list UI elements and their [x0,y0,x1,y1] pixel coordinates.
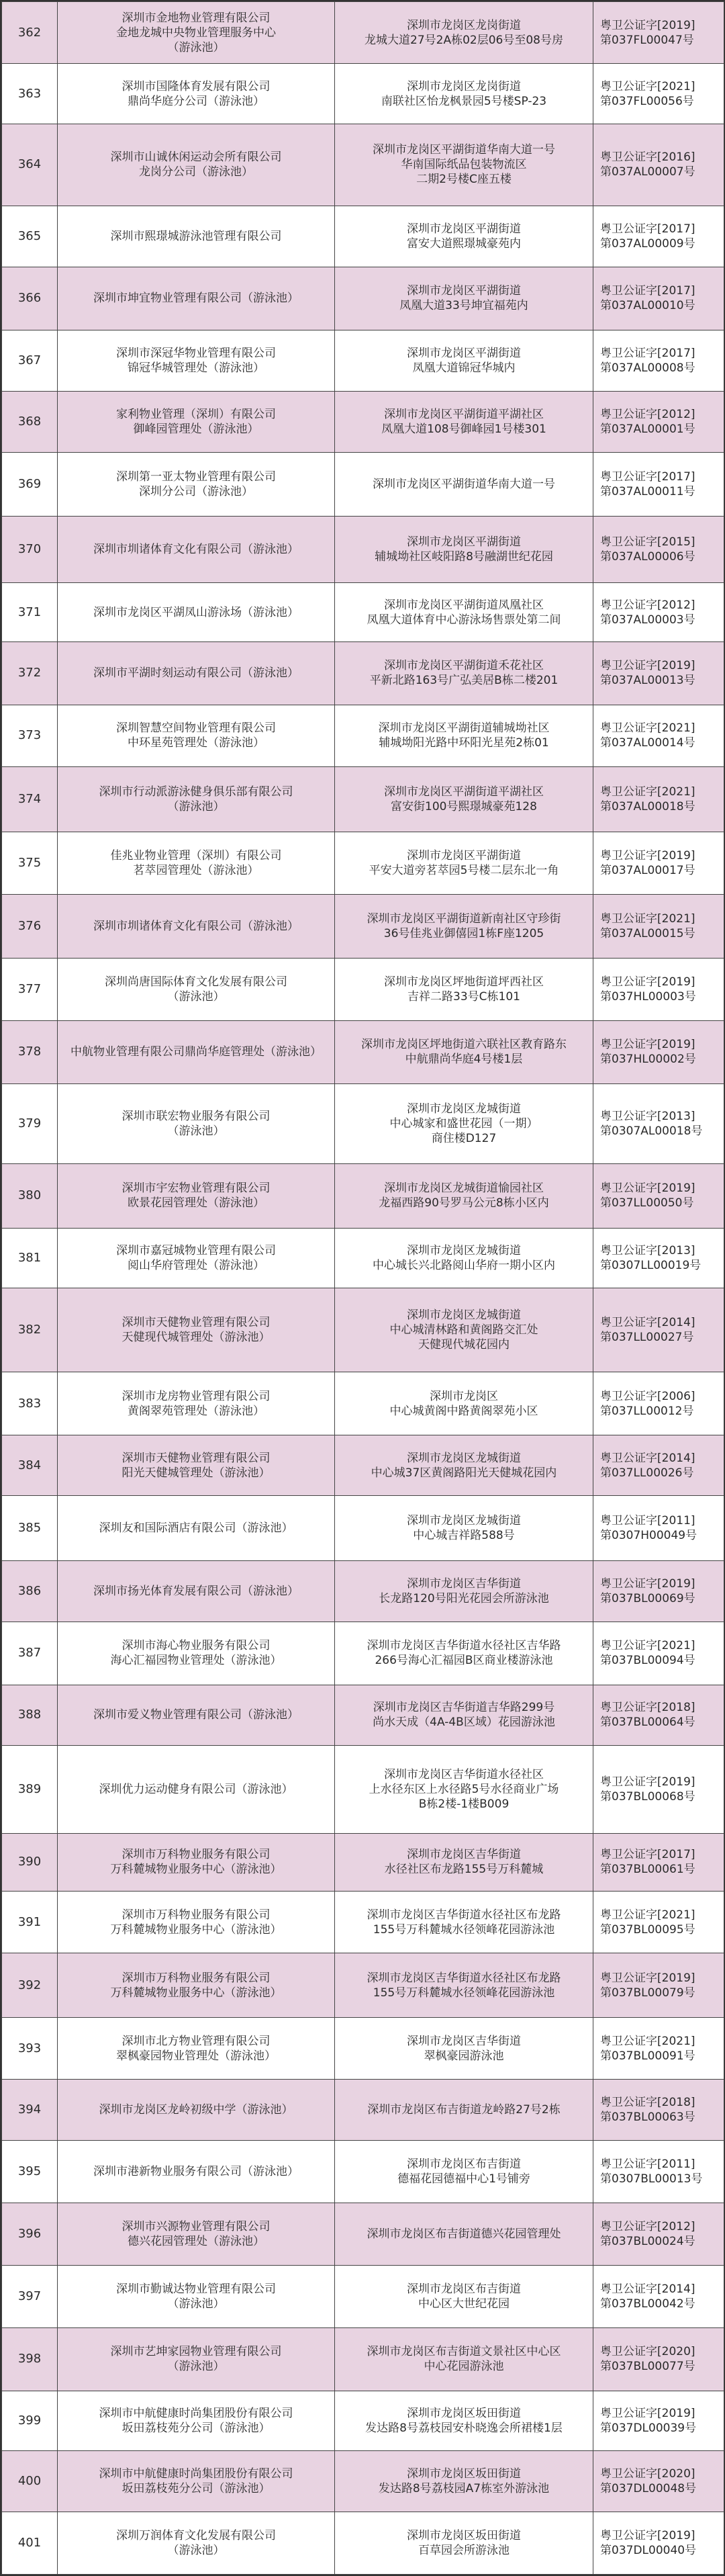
row-number: 391 [2,1892,58,1953]
facility-address: 深圳市龙岗区平湖街道禾花社区 平新北路163号广弘美居B栋二楼201 [335,642,593,705]
facility-name: 深圳市天健物业管理有限公司 阳光天健城管理处（游泳池） [58,1435,335,1495]
facility-address: 深圳市龙岗区吉华街道吉华路299号 尚水天成（4A-4B区域）花园游泳池 [335,1685,593,1745]
table-row [2,1833,724,1891]
facility-name: 深圳友和国际酒店有限公司（游泳池） [58,1496,335,1561]
facility-address: 深圳市龙岗区平湖街道 平安大道旁茗萃园5号楼二层东北一角 [335,832,593,894]
license-number: 粤卫公证字[2019] 第037FL00047号 [593,2,724,64]
row-number: 365 [2,206,58,267]
facility-name: 深圳智慧空间物业管理有限公司 中环星苑管理处（游泳池） [58,705,335,766]
table-row [2,330,724,392]
license-number: 粤卫公证字[2017] 第037AL00011号 [593,452,724,517]
license-number: 粤卫公证字[2012] 第037BL00024号 [593,2203,724,2265]
row-number: 371 [2,583,58,642]
table-row [2,2203,724,2265]
facility-address: 深圳市龙岗区龙城街道 中心城37区黄阁路阳光天健城花园内 [335,1435,593,1495]
facility-name: 深圳市坤宜物业管理有限公司（游泳池） [58,267,335,330]
row-number: 387 [2,1622,58,1685]
facility-address: 深圳市龙岗区 中心城黄阁中路黄阁翠苑小区 [335,1372,593,1435]
facility-address: 深圳市龙岗区平湖街道平湖社区 凤凰大道108号御峰园1号楼301 [335,392,593,452]
table-row [2,2080,724,2140]
facility-address: 深圳市龙岗区吉华街道 翠枫豪园游泳池 [335,2018,593,2080]
table-row [2,767,724,832]
row-number: 372 [2,642,58,705]
license-number: 粤卫公证字[2021] 第037BL00095号 [593,1892,724,1953]
table-row [2,2512,724,2575]
row-number: 362 [2,2,58,64]
license-number: 粤卫公证字[2011] 第0307H00049号 [593,1496,724,1561]
facility-address: 深圳市龙岗区布吉街道 中心区大世纪花园 [335,2265,593,2327]
table-row [2,2,724,64]
facility-address: 深圳市龙岗区布吉街道文景社区中心区 中心花园游泳池 [335,2328,593,2391]
facility-name: 深圳市龙房物业管理有限公司 黄阁翠苑管理处（游泳池） [58,1372,335,1435]
row-number: 394 [2,2080,58,2140]
license-number: 粤卫公证字[2016] 第037AL00007号 [593,124,724,206]
table-row [2,1496,724,1561]
table-row [2,642,724,705]
facility-name: 深圳市龙岗区龙岭初级中学（游泳池） [58,2080,335,2140]
table-row [2,1435,724,1495]
facility-name: 深圳市扬光体育发展有限公司（游泳池） [58,1560,335,1622]
row-number: 382 [2,1288,58,1372]
license-number: 粤卫公证字[2021] 第037AL00014号 [593,705,724,766]
facility-address: 深圳市龙岗区龙岗街道 龙城大道27号2A栋02层06号至08号房 [335,2,593,64]
row-number: 378 [2,1021,58,1083]
license-table [1,1,724,2575]
license-number: 粤卫公证字[2019] 第037BL00069号 [593,1560,724,1622]
facility-address: 深圳市龙岗区龙城街道 中心城家和盛世花园（一期） 商住楼D127 [335,1083,593,1163]
facility-name: 深圳市联宏物业服务有限公司 （游泳池） [58,1083,335,1163]
license-number: 粤卫公证字[2021] 第037BL00094号 [593,1622,724,1685]
row-number: 397 [2,2265,58,2327]
table-row [2,392,724,452]
row-number: 366 [2,267,58,330]
facility-address: 深圳市龙岗区平湖街道平湖社区 富安街100号熙璟城豪苑128 [335,767,593,832]
facility-name: 深圳市勤诚达物业管理有限公司 （游泳池） [58,2265,335,2327]
row-number: 375 [2,832,58,894]
table-row [2,2265,724,2327]
facility-address: 深圳市龙岗区吉华街道水径社区布龙路 155号万科麓城水径领峰花园游泳池 [335,1892,593,1953]
facility-address: 深圳市龙岗区吉华街道 水径社区布龙路155号万科麓城 [335,1833,593,1891]
row-number: 369 [2,452,58,517]
row-number: 388 [2,1685,58,1745]
facility-name: 深圳市山诚休闲运动会所有限公司 龙岗分公司（游泳池） [58,124,335,206]
facility-address: 深圳市龙岗区平湖街道新南社区守珍街 36号佳兆业御僖园1栋F座1205 [335,895,593,959]
row-number: 390 [2,1833,58,1891]
license-number: 粤卫公证字[2015] 第037AL00006号 [593,517,724,583]
facility-address: 深圳市龙岗区布吉街道德兴花园管理处 [335,2203,593,2265]
facility-address: 深圳市龙岗区平湖街道 辅城坳社区岐阳路8号融湖世纪花园 [335,517,593,583]
facility-address: 深圳市龙岗区龙城街道 中心城长兴北路阅山华府一期小区内 [335,1228,593,1288]
facility-address: 深圳市龙岗区平湖街道辅城坳社区 辅城坳阳光路中环阳光星苑2栋01 [335,705,593,766]
license-number: 粤卫公证字[2013] 第0307LL00019号 [593,1228,724,1288]
facility-name: 深圳市万科物业服务有限公司 万科麓城物业服务中心（游泳池） [58,1833,335,1891]
facility-name: 深圳市宇宏物业管理有限公司 欧景花园管理处（游泳池） [58,1164,335,1229]
table-row [2,1372,724,1435]
facility-name: 深圳市深冠华物业管理有限公司 锦冠华城管理处（游泳池） [58,330,335,392]
license-number: 粤卫公证字[2017] 第037BL00061号 [593,1833,724,1891]
license-number: 粤卫公证字[2020] 第037DL00048号 [593,2450,724,2512]
facility-name: 深圳市金地物业管理有限公司 金地龙城中央物业管理服务中心 （游泳池） [58,2,335,64]
facility-address: 深圳市龙岗区平湖街道 凤凰大道锦冠华城内 [335,330,593,392]
license-number: 粤卫公证字[2017] 第037AL00010号 [593,267,724,330]
license-number: 粤卫公证字[2019] 第037DL00039号 [593,2391,724,2450]
license-number: 粤卫公证字[2019] 第037DL00040号 [593,2512,724,2575]
row-number: 399 [2,2391,58,2450]
row-number: 385 [2,1496,58,1561]
license-number: 粤卫公证字[2019] 第037HL00003号 [593,958,724,1020]
license-number: 粤卫公证字[2021] 第037AL00015号 [593,895,724,959]
facility-name: 深圳尚唐国际体育文化发展有限公司 （游泳池） [58,958,335,1020]
row-number: 374 [2,767,58,832]
row-number: 401 [2,2512,58,2575]
license-number: 粤卫公证字[2019] 第037LL00050号 [593,1164,724,1229]
table-row [2,64,724,124]
license-number: 粤卫公证字[2021] 第037FL00056号 [593,64,724,124]
table-row [2,517,724,583]
facility-name: 深圳万润体育文化发展有限公司 （游泳池） [58,2512,335,2575]
row-number: 380 [2,1164,58,1229]
row-number: 383 [2,1372,58,1435]
row-number: 367 [2,330,58,392]
table-row [2,1083,724,1163]
license-number: 粤卫公证字[2019] 第037AL00013号 [593,642,724,705]
table-row [2,1953,724,2018]
facility-address: 深圳市龙岗区吉华街道水径社区 上水径东区上水径路5号水径商业广场 B栋2楼-1楼B009 [335,1746,593,1834]
license-number: 粤卫公证字[2011] 第0307BL00013号 [593,2140,724,2203]
table-row [2,124,724,206]
facility-address: 深圳市龙岗区龙城街道 中心城吉祥路588号 [335,1496,593,1561]
facility-name: 深圳市熙璟城游泳池管理有限公司 [58,206,335,267]
license-number: 粤卫公证字[2020] 第037BL00077号 [593,2328,724,2391]
facility-name: 深圳市中航健康时尚集团股份有限公司 坂田荔枝苑分公司（游泳池） [58,2450,335,2512]
facility-name: 深圳市平湖时刻运动有限公司（游泳池） [58,642,335,705]
license-number: 粤卫公证字[2019] 第037AL00017号 [593,832,724,894]
facility-name: 深圳市龙岗区平湖凤山游泳场（游泳池） [58,583,335,642]
license-number: 粤卫公证字[2017] 第037AL00009号 [593,206,724,267]
facility-name: 佳兆业物业管理（深圳）有限公司 茗萃园管理处（游泳池） [58,832,335,894]
facility-name: 深圳市海心物业服务有限公司 海心汇福园物业管理处（游泳池） [58,1622,335,1685]
table-row [2,958,724,1020]
table-row [2,267,724,330]
table-row [2,2450,724,2512]
facility-name: 深圳市万科物业服务有限公司 万科麓城物业服务中心（游泳池） [58,1953,335,2018]
facility-name: 深圳市中航健康时尚集团股份有限公司 坂田荔枝苑分公司（游泳池） [58,2391,335,2450]
row-number: 363 [2,64,58,124]
facility-name: 深圳市北方物业管理有限公司 翠枫豪园物业管理处（游泳池） [58,2018,335,2080]
table-row [2,583,724,642]
table-row [2,1164,724,1229]
license-number: 粤卫公证字[2019] 第037HL00002号 [593,1021,724,1083]
license-number: 粤卫公证字[2006] 第037LL00012号 [593,1372,724,1435]
facility-address: 深圳市龙岗区坂田街道 发达路8号荔枝园A7栋室外游泳池 [335,2450,593,2512]
facility-address: 深圳市龙岗区龙城街道 中心城清林路和黄阁路交汇处 天健现代城花园内 [335,1288,593,1372]
facility-address: 深圳市龙岗区平湖街道华南大道一号 华南国际纸品包装物流区 二期2号楼C座五楼 [335,124,593,206]
facility-address: 深圳市龙岗区平湖街道华南大道一号 [335,452,593,517]
table-row [2,1892,724,1953]
facility-address: 深圳市龙岗区平湖街道 富安大道熙璟城豪苑内 [335,206,593,267]
row-number: 381 [2,1228,58,1288]
license-number: 粤卫公证字[2018] 第037BL00063号 [593,2080,724,2140]
license-number: 粤卫公证字[2014] 第037LL00026号 [593,1435,724,1495]
facility-name: 深圳市艺坤家园物业管理有限公司 （游泳池） [58,2328,335,2391]
facility-name: 深圳市爱义物业管理有限公司（游泳池） [58,1685,335,1745]
row-number: 379 [2,1083,58,1163]
facility-address: 深圳市龙岗区布吉街道 德福花园德福中心1号铺旁 [335,2140,593,2203]
facility-name: 深圳市国隆体育发展有限公司 鼎尚华庭分公司（游泳池） [58,64,335,124]
row-number: 389 [2,1746,58,1834]
facility-name: 深圳市港新物业服务有限公司（游泳池） [58,2140,335,2203]
row-number: 393 [2,2018,58,2080]
facility-address: 深圳市龙岗区龙城街道愉园社区 龙福西路90号罗马公元8栋小区内 [335,1164,593,1229]
license-number: 粤卫公证字[2014] 第037LL00027号 [593,1288,724,1372]
facility-name: 深圳优力运动健身有限公司（游泳池） [58,1746,335,1834]
table-row [2,1560,724,1622]
row-number: 386 [2,1560,58,1622]
license-number: 粤卫公证字[2019] 第037BL00068号 [593,1746,724,1834]
facility-name: 深圳第一亚太物业管理有限公司 深圳分公司（游泳池） [58,452,335,517]
license-number: 粤卫公证字[2012] 第037AL00003号 [593,583,724,642]
facility-address: 深圳市龙岗区平湖街道 凤凰大道33号坤宜福苑内 [335,267,593,330]
facility-address: 深圳市龙岗区坪地街道坪西社区 吉祥二路33号C栋101 [335,958,593,1020]
row-number: 398 [2,2328,58,2391]
table-row [2,1288,724,1372]
license-table-body [2,2,724,2575]
license-number: 粤卫公证字[2012] 第037AL00001号 [593,392,724,452]
license-number: 粤卫公证字[2021] 第037BL00091号 [593,2018,724,2080]
row-number: 368 [2,392,58,452]
facility-address: 深圳市龙岗区坪地街道六联社区教育路东 中航鼎尚华庭4号楼1层 [335,1021,593,1083]
table-row [2,206,724,267]
facility-address: 深圳市龙岗区吉华街道水径社区布龙路 155号万科麓城水径领峰花园游泳池 [335,1953,593,2018]
license-number: 粤卫公证字[2014] 第037BL00042号 [593,2265,724,2327]
row-number: 376 [2,895,58,959]
table-row [2,2140,724,2203]
row-number: 384 [2,1435,58,1495]
table-row [2,452,724,517]
row-number: 396 [2,2203,58,2265]
facility-address: 深圳市龙岗区龙岗街道 南联社区怡龙枫景园5号楼SP-23 [335,64,593,124]
table-row [2,1685,724,1745]
license-number: 粤卫公证字[2013] 第0307AL00018号 [593,1083,724,1163]
facility-name: 深圳市圳诸体育文化有限公司（游泳池） [58,517,335,583]
table-row [2,832,724,894]
row-number: 395 [2,2140,58,2203]
facility-name: 深圳市行动派游泳健身俱乐部有限公司 （游泳池） [58,767,335,832]
row-number: 400 [2,2450,58,2512]
table-row [2,1021,724,1083]
table-row [2,2018,724,2080]
table-row [2,2328,724,2391]
license-number: 粤卫公证字[2021] 第037AL00018号 [593,767,724,832]
facility-name: 深圳市兴源物业管理有限公司 德兴花园管理处（游泳池） [58,2203,335,2265]
table-row [2,1746,724,1834]
facility-address: 深圳市龙岗区坂田街道 发达路8号荔枝园安朴晓逸会所裙楼1层 [335,2391,593,2450]
facility-name: 中航物业管理有限公司鼎尚华庭管理处（游泳池） [58,1021,335,1083]
row-number: 377 [2,958,58,1020]
table-row [2,1622,724,1685]
facility-address: 深圳市龙岗区吉华街道水径社区吉华路 266号海心汇福园B区商业楼游泳池 [335,1622,593,1685]
facility-name: 深圳市嘉冠城物业管理有限公司 阅山华府管理处（游泳池） [58,1228,335,1288]
facility-address: 深圳市龙岗区吉华街道 长龙路120号阳光花园会所游泳池 [335,1560,593,1622]
facility-name: 家利物业管理（深圳）有限公司 御峰园管理处（游泳池） [58,392,335,452]
table-row [2,895,724,959]
license-number: 粤卫公证字[2019] 第037BL00079号 [593,1953,724,2018]
license-number: 粤卫公证字[2018] 第037BL00064号 [593,1685,724,1745]
facility-name: 深圳市天健物业管理有限公司 天健现代城管理处（游泳池） [58,1288,335,1372]
license-number: 粤卫公证字[2017] 第037AL00008号 [593,330,724,392]
row-number: 370 [2,517,58,583]
facility-address: 深圳市龙岗区坂田街道 百草园会所游泳池 [335,2512,593,2575]
facility-name: 深圳市万科物业服务有限公司 万科麓城物业服务中心（游泳池） [58,1892,335,1953]
facility-address: 深圳市龙岗区布吉街道龙岭路27号2栋 [335,2080,593,2140]
facility-name: 深圳市圳诸体育文化有限公司（游泳池） [58,895,335,959]
row-number: 373 [2,705,58,766]
facility-address: 深圳市龙岗区平湖街道凤凰社区 凤凰大道体育中心游泳场售票处第二间 [335,583,593,642]
table-row [2,705,724,766]
row-number: 364 [2,124,58,206]
table-row [2,2391,724,2450]
table-row [2,1228,724,1288]
row-number: 392 [2,1953,58,2018]
